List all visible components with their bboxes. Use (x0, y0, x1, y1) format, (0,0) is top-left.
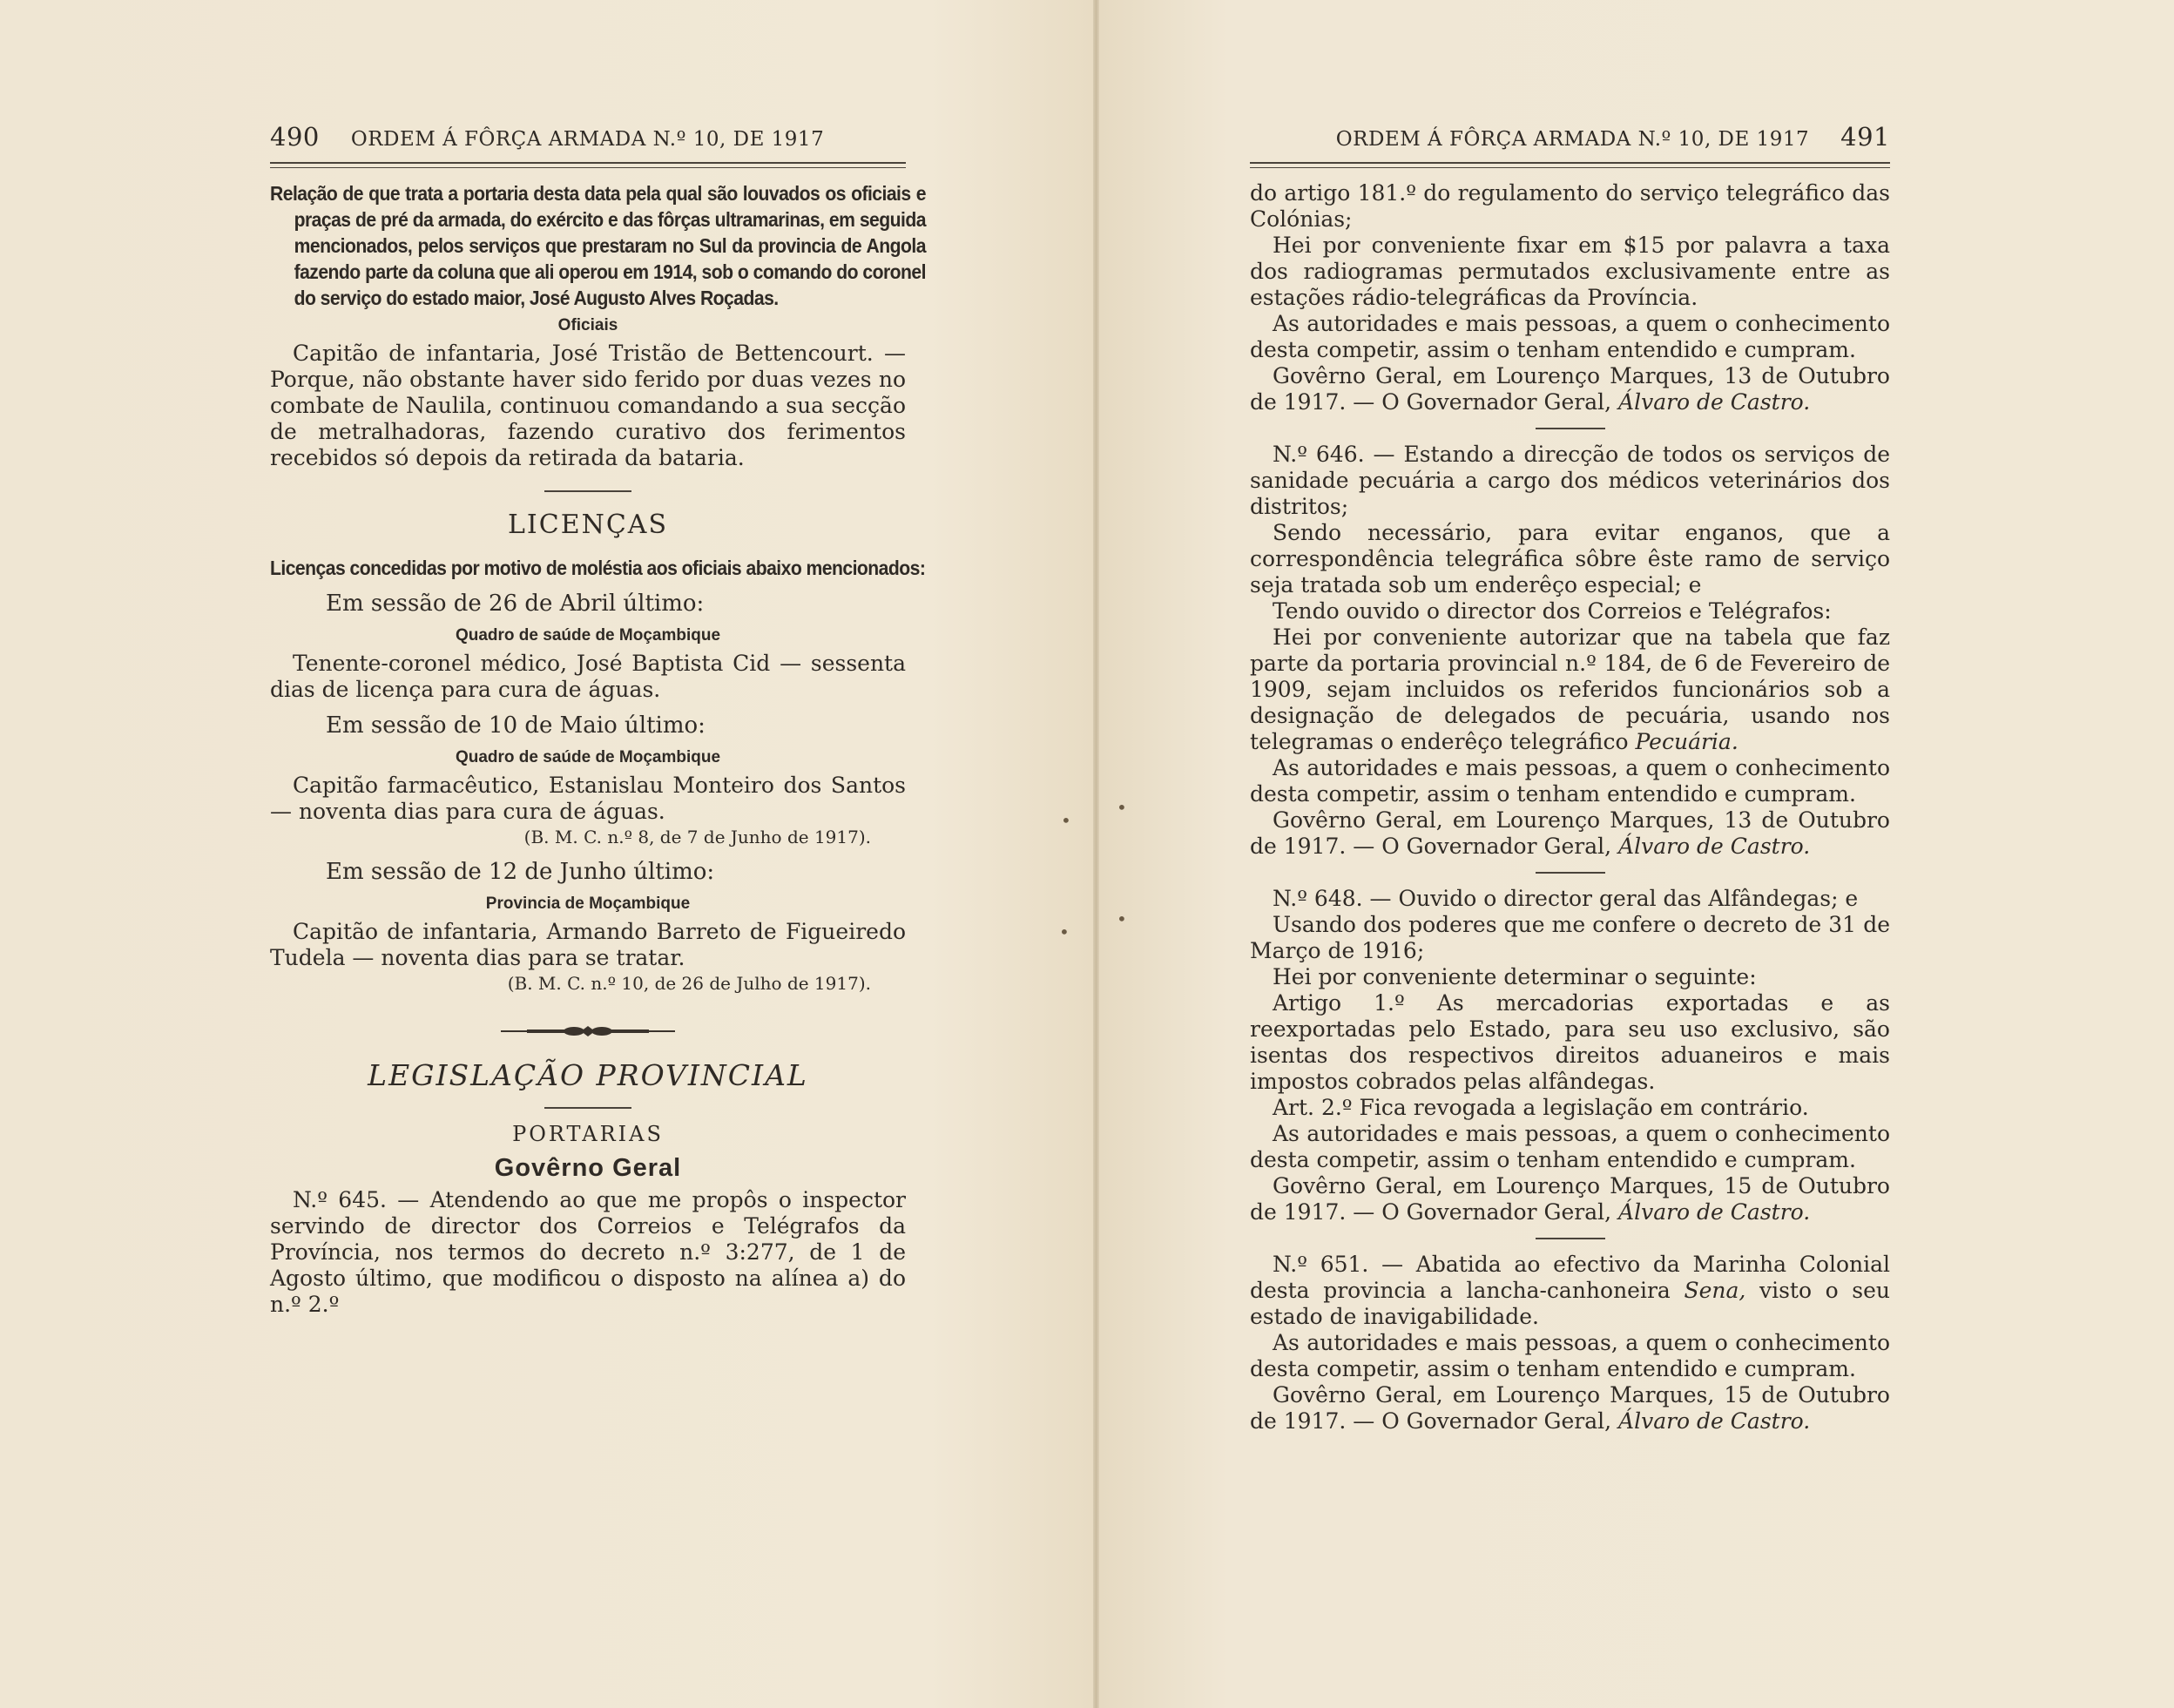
left-running-title: ORDEM Á FÔRÇA ARMADA N.º 10, DE 1917 (350, 128, 825, 151)
oficiais-heading: Oficiais (557, 316, 618, 334)
right-header-rule (1250, 162, 1890, 168)
portaria-646-text: N.º 646. — Estando a direcção de todos os serviços de sanidade pecuária a cargo dos médicos veterinários dos distritos; (1250, 442, 1890, 519)
paragraph: Sendo necessário, para evitar enganos, que a correspondência telegráfica sôbre êste ramo de serviço seja tratada sob um enderêço especial; e (1250, 520, 1890, 597)
licencas-intro: Licenças concedidas por motivo de moléstia aos oficiais abaixo mencionados: (270, 557, 926, 579)
legislacao-provincial-title: LEGISLAÇÃO PROVINCIAL (368, 1058, 808, 1092)
portaria-645-text: N.º 645. — Atendendo ao que me propôs o inspector servindo de director dos Correios e Telégrafos da Província, nos termos do decreto n.º 3:277, de 1 de Agosto último, que modificou o disposto na alínea a) do n.º 2.º (270, 1187, 906, 1317)
paragraph (1250, 624, 1890, 755)
oficiais-text: Capitão de infantaria, José Tristão de Bettencourt. — Porque, não obstante haver sido ferido por duas vezes no combate de Naulila, continuou comandando a sua secção de metralhadoras, fazendo curativo dos ferimentos recebidos só depois da retirada da bataria. (270, 341, 906, 470)
portaria-651-text (1250, 1252, 1890, 1330)
paragraph: Hei por conveniente fixar em $15 por palavra a taxa dos radiogramas permutados exclusivamente entre as estações rádio-telegráficas da Província. (1250, 233, 1890, 310)
session-heading: Em sessão de 12 de Junho último: (326, 859, 715, 885)
licence-entry: Capitão farmacêutico, Estanislau Monteiro dos Santos — noventa dias para cura de águas. (270, 773, 906, 824)
staple-mark-icon: • (1117, 908, 1127, 929)
book-gutter (1093, 0, 1099, 1708)
right-page-number: 491 (1840, 122, 1890, 152)
ornamental-rule-icon (270, 1025, 906, 1037)
portaria-648-text: N.º 648. — Ouvido o director geral das Alfândegas; e (1273, 886, 1859, 911)
paragraph: As autoridades e mais pessoas, a quem o conhecimento desta competir, assim o tenham entendido e cumpram. (1250, 311, 1890, 362)
governor-signature: Álvaro de Castro. (1618, 389, 1811, 415)
left-running-head (270, 122, 906, 160)
signature-line-text: Govêrno Geral, em Lourenço Marques, 13 de Outubro de 1917. — O Governador Geral, (1250, 363, 1890, 415)
paragraph-text: N.º 651. — Abatida ao efectivo da Marinha Colonial desta provincia a lancha-canhoneira (1250, 1252, 1890, 1303)
session-heading: Em sessão de 10 de Maio último: (326, 712, 706, 739)
article-1: Artigo 1.º As mercadorias exportadas e as reexportadas pelo Estado, para seu uso exclusivo, são isentas dos respectivos direitos aduaneiros e mais impostos cobrados pelas alfândegas. (1250, 990, 1890, 1094)
signature-line-text: Govêrno Geral, em Lourenço Marques, 15 de Outubro de 1917. — O Governador Geral, (1250, 1382, 1890, 1434)
governor-signature: Álvaro de Castro. (1618, 1199, 1811, 1225)
paragraph: Usando dos poderes que me confere o decreto de 31 de Março de 1916; (1250, 912, 1890, 963)
governo-geral-heading: Govêrno Geral (494, 1154, 682, 1182)
session-heading: Em sessão de 26 de Abril último: (326, 591, 705, 617)
staple-mark-icon: • (1061, 810, 1071, 831)
governor-signature: Álvaro de Castro. (1618, 1408, 1811, 1434)
licence-entry: Capitão de infantaria, Armando Barreto de Figueiredo Tudela — noventa dias para se tratar. (270, 919, 906, 970)
governor-signature: Álvaro de Castro. (1618, 834, 1811, 859)
right-running-title: ORDEM Á FÔRÇA ARMADA N.º 10, DE 1917 (1335, 128, 1810, 151)
signature-line-text: Govêrno Geral, em Lourenço Marques, 13 de Outubro de 1917. — O Governador Geral, (1250, 807, 1890, 859)
section-divider (544, 1107, 631, 1109)
signature-line (1250, 1382, 1890, 1435)
paragraph: As autoridades e mais pessoas, a quem o conhecimento desta competir, assim o tenham entendido e cumpram. (1250, 1121, 1890, 1172)
right-running-head (1250, 122, 1890, 160)
unit-heading: Quadro de saúde de Moçambique (455, 748, 721, 766)
left-page-column (270, 122, 926, 1318)
paragraph-text: visto o seu estado de inavigabilidade. (1250, 1278, 1891, 1329)
staple-mark-icon: • (1059, 922, 1070, 942)
bulletin-reference: (B. M. C. n.º 8, de 7 de Junho de 1917). (523, 827, 871, 847)
bulletin-reference: (B. M. C. n.º 10, de 26 de Julho de 1917). (507, 973, 871, 994)
paragraph: Tendo ouvido o director dos Correios e Telégrafos: (1273, 598, 1832, 624)
signature-line (1250, 363, 1890, 415)
entry-divider (1536, 428, 1605, 429)
entry-divider (1536, 1238, 1605, 1239)
licence-entry: Tenente-coronel médico, José Baptista Cid — sessenta dias de licença para cura de águas. (270, 651, 906, 702)
paragraph: As autoridades e mais pessoas, a quem o conhecimento desta competir, assim o tenham entendido e cumpram. (1250, 1330, 1890, 1381)
unit-heading: Provincia de Moçambique (485, 895, 691, 913)
paragraph: As autoridades e mais pessoas, a quem o conhecimento desta competir, assim o tenham entendido e cumpram. (1250, 755, 1890, 807)
signature-line (1250, 807, 1890, 860)
signature-line-text: Govêrno Geral, em Lourenço Marques, 15 de Outubro de 1917. — O Governador Geral, (1250, 1173, 1890, 1225)
relacao-intro: Relação de que trata a portaria desta data pela qual são louvados os oficiais e praças de pré da armada, do exército e das fôrças ultramarinas, em seguida mencionados, pelos serviços que prestaram no Sul da provincia de Angola fazendo parte da coluna que ali operou em 1914, sob o comando do coronel do serviço do estado maior, José Augusto Alves Roçadas. (270, 182, 926, 309)
left-header-rule (270, 162, 906, 168)
signature-line (1250, 1173, 1890, 1225)
licencas-title: LICENÇAS (507, 510, 669, 540)
section-divider (544, 490, 631, 492)
portarias-heading: PORTARIAS (512, 1122, 664, 1146)
left-page-number: 490 (270, 122, 320, 152)
portaria-645-continuation: do artigo 181.º do regulamento do serviço telegráfico das Colónias; (1250, 180, 1890, 232)
paragraph-text: Hei por conveniente autorizar que na tabela que faz parte da portaria provincial n.º 184, de 6 de Fevereiro de 1909, sejam incluidos os referidos funcionários sob a designação de delegados de pecuária, usando nos telegramas o enderêço telegráfico (1250, 624, 1890, 754)
telegraphic-address: Pecuária. (1635, 729, 1739, 754)
vessel-name: Sena, (1684, 1278, 1746, 1303)
paragraph: Hei por conveniente determinar o seguinte: (1273, 964, 1757, 989)
staple-mark-icon: • (1117, 797, 1127, 818)
unit-heading: Quadro de saúde de Moçambique (455, 626, 721, 645)
entry-divider (1536, 872, 1605, 874)
article-2: Art. 2.º Fica revogada a legislação em contrário. (1273, 1095, 1809, 1120)
right-page-column (1250, 122, 1890, 1435)
